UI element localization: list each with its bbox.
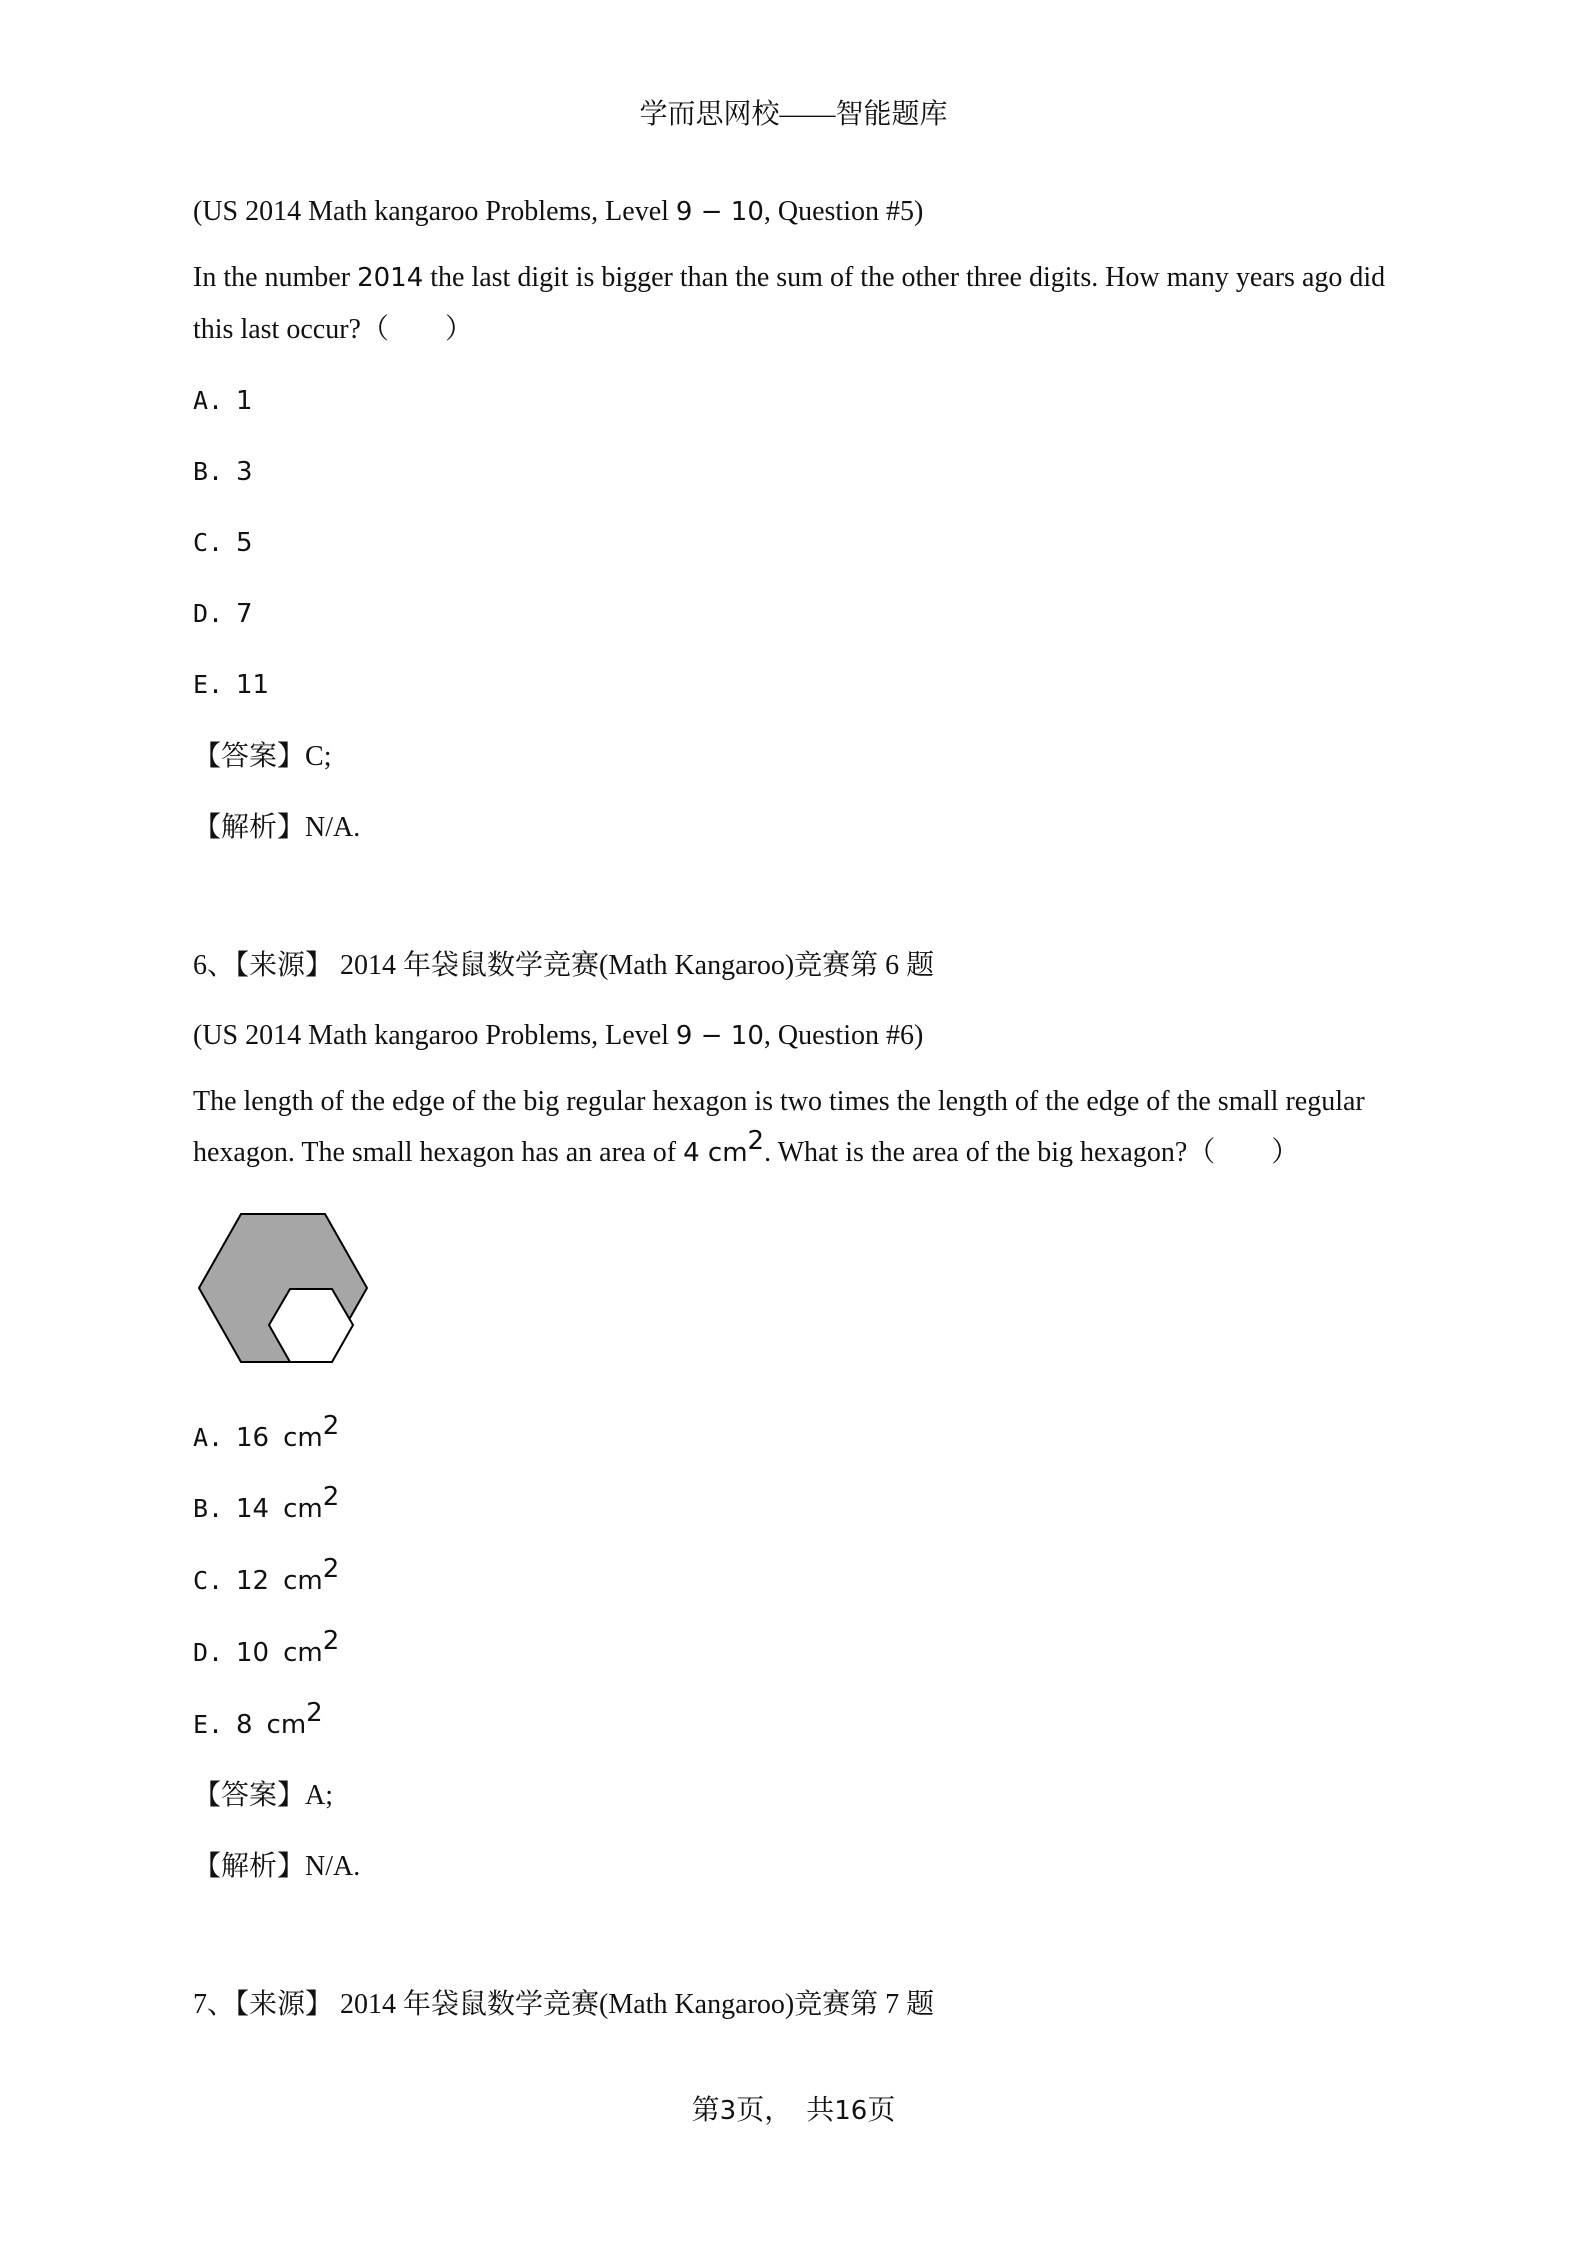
q6-answer: 【答案】A; (193, 1780, 334, 1811)
q5-stem-line2: this last occur?（ ） (193, 314, 473, 345)
q5-option-b: B. 3 (193, 457, 253, 487)
q5-option-c: C. 5 (193, 528, 253, 558)
q6-option-c: C. 12 $cm^2$ (193, 1554, 340, 1596)
q7-heading: 7、【来源】 2014 年袋鼠数学竞赛(Math Kangaroo)竞赛第 7 题 (193, 1989, 935, 2020)
q6-heading: 6、【来源】 2014 年袋鼠数学竞赛(Math Kangaroo)竞赛第 6 题 (193, 950, 935, 981)
q6-stem-line2: hexagon. The small hexagon has an area of 4 $cm^2$. What is the area of the big hexagon?（ ） (193, 1126, 1300, 1168)
page-footer: 第3页， 共16页 (691, 2095, 896, 2126)
q6-stem-line1: The length of the edge of the big regular hexagon is two times the length of the edge of the small regular (193, 1086, 1365, 1117)
q5-option-a: A. 1 (193, 386, 253, 416)
q5-option-e: E. 11 (193, 670, 270, 700)
q6-source: (US 2014 Math kangaroo Problems, Level 9 − 10, Question #6) (193, 1020, 924, 1051)
q6-option-b: B. 14 $cm^2$ (193, 1482, 340, 1524)
q6-analysis: 【解析】N/A. (193, 1851, 361, 1882)
q6-option-d: D. 10 $cm^2$ (193, 1626, 340, 1668)
q6-option-a: A. 16 $cm^2$ (193, 1411, 340, 1453)
q5-analysis: 【解析】N/A. (193, 812, 361, 843)
q6-option-e: E. 8 $cm^2$ (193, 1698, 323, 1740)
q5-stem-line1: In the number 2014 the last digit is bigger than the sum of the other three digits. How many years ago did (193, 262, 1386, 293)
q5-option-d: D. 7 (193, 599, 253, 629)
q5-source: (US 2014 Math kangaroo Problems, Level 9 − 10, Question #5) (193, 196, 924, 227)
page-header: 学而思网校——智能题库 (639, 99, 948, 130)
q5-answer: 【答案】C; (193, 741, 332, 772)
hexagon-figure (198, 1213, 380, 1373)
